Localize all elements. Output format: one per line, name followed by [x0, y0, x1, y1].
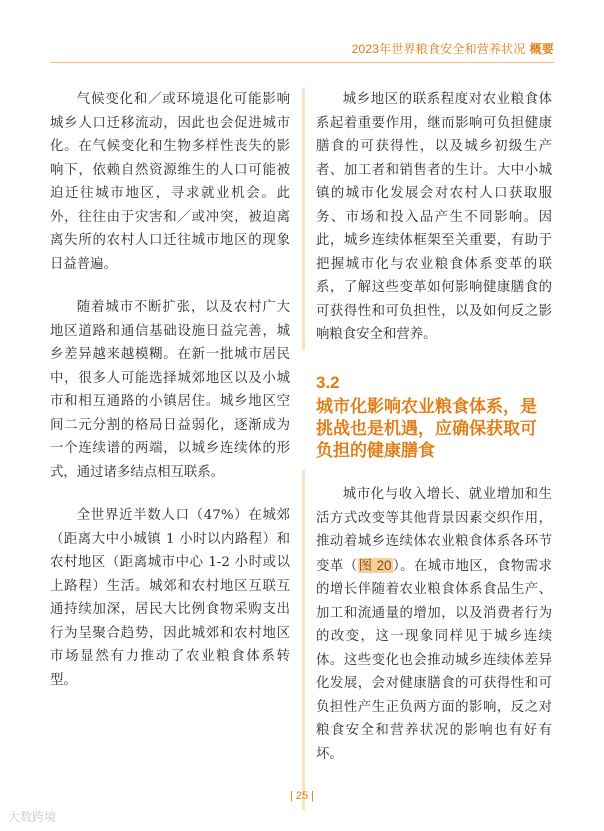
figure-reference-link[interactable]: 图 20	[358, 557, 392, 573]
right-column	[316, 88, 552, 347]
paragraph-urban-expansion: 随着城市不断扩张，以及农村广大地区道路和通信基础设施日益完善，城乡差异越来越模糊。在新一批城市居民中，很多人可能选择城郊地区以及小城市和相互通路的小镇居住。城乡地区空间二元分割的格局日益弱化，逐渐成为一个连续谱的两端，以城乡连续体的形式，通过诸多结点相互联系。	[50, 300, 290, 480]
page-number: | 25 |	[289, 790, 315, 802]
section-number: 3.2	[316, 373, 340, 392]
running-header	[352, 40, 554, 57]
left-column	[50, 88, 290, 692]
paragraph-population-share: 全世界近半数人口（47%）在城郊（距离大中小城镇 1 小时以内路程）和农村地区（距离城市中心 1-2 小时或以上路程）生活。城郊和农村地区互联互通持续加深，居民大比例食物采购支出行为呈聚合趋势，因此城郊和农村地区市场显然有力推动了农业粮食体系转型。	[50, 508, 290, 688]
header-rule	[50, 62, 554, 63]
watermark: 大数跨境	[8, 810, 57, 824]
header-subtitle: 概要	[529, 42, 554, 56]
header-title: 2023年世界粮食安全和营养状况	[351, 42, 526, 56]
column-divider-top	[302, 88, 305, 350]
paragraph-urbanization-effects	[316, 483, 552, 766]
body-text-after-ref: ）。在城市地区，食物需求的增长伴随着农业粮食体系食品生产、加工和流通量的增加，以及消费者行为的改变，这一现象同样见于城乡连续体。这些变化也会推动城乡连续体差异化发展，会对健康膳食的可获得性和可负担性产生正负两方面的影响，反之对粮食安全和营养状况的影响也有好有坏。	[316, 558, 553, 762]
column-divider-bottom	[302, 470, 305, 810]
section-heading	[316, 372, 552, 462]
section-title: 城市化影响农业粮食体系，是挑战也是机遇，应确保获取可负担的健康膳食	[316, 397, 537, 460]
paragraph-climate-migration: 气候变化和／或环境退化可能影响城乡人口迁移流动，因此也会促进城市化。在气候变化和生物多样性丧失的影响下，依赖自然资源维生的人口可能被迫迁往城市地区，寻求就业机会。此外，往往由于灾害和／或冲突，被迫离离失所的农村人口迁往城市地区的现象日益普遍。	[50, 92, 290, 272]
paragraph-rural-urban-linkage: 城乡地区的联系程度对农业粮食体系起着重要作用，继而影响可负担健康膳食的可获得性，以及城乡初级生产者、加工者和销售者的生计。大中小城镇的城市化发展会对农村人口获取服务、市场和投入品产生不同影响。因此，城乡连续体框架至关重要，有助于把握城市化与农业粮食体系变革的联系，了解这些变革如何影响健康膳食的可获得性和可负担性，以及如何反之影响粮食安全和营养。	[316, 92, 552, 342]
body-text-before-ref: 城市化与收入增长、就业增加和生活方式改变等其他背景因素交织作用，推动着城乡连续体农业粮食体系各环节变革（	[316, 487, 552, 574]
section-body	[316, 483, 552, 766]
